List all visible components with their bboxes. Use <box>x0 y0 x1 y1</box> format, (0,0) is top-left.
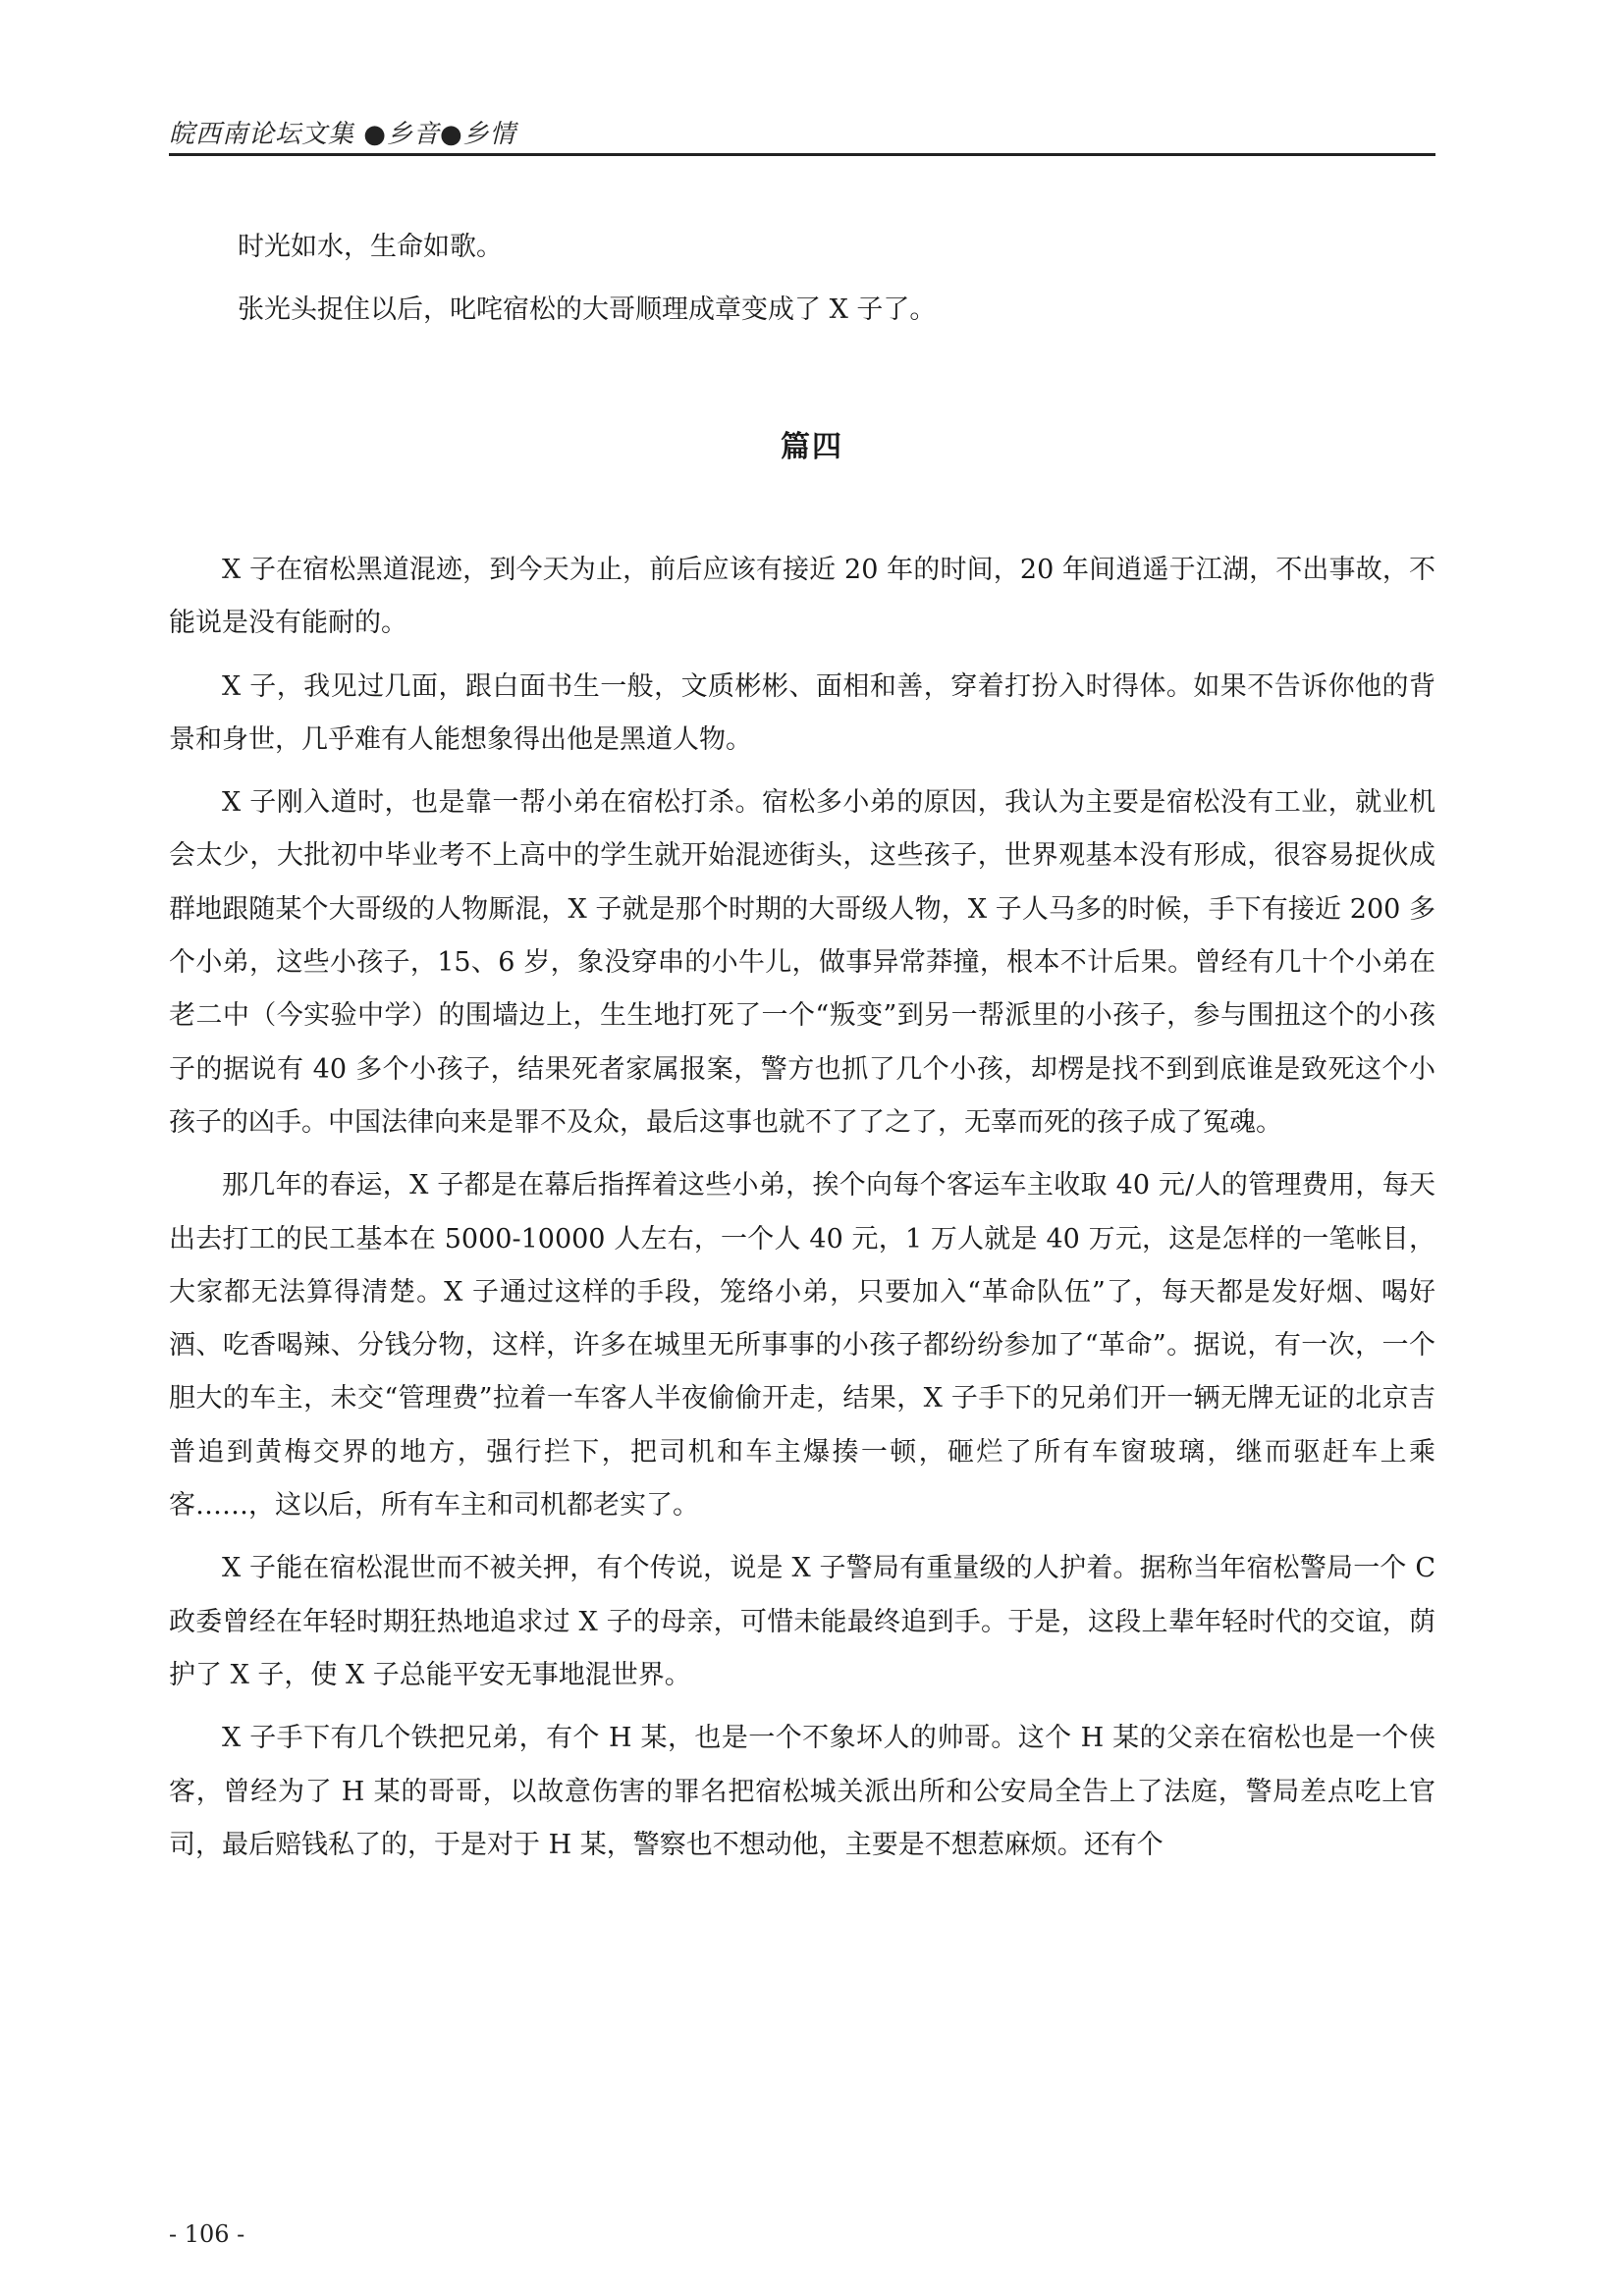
intro-block <box>238 228 1435 353</box>
paragraph: X 子手下有几个铁把兄弟，有个 H 某，也是一个不象坏人的帅哥。这个 H 某的父亲在宿松也是一个侠客，曾经为了 H 某的哥哥，以故意伤害的罪名把宿松城关派出所和公安局全告上了法庭，警局差点吃上官司，最后赔钱私了的，于是对于 H 某，警察也不想动他，主要是不想惹麻烦。还有个 <box>169 1723 1435 1860</box>
article-body <box>169 544 1435 1882</box>
section-title: 篇四 <box>781 430 843 464</box>
paragraph: X 子能在宿松混世而不被关押，有个传说，说是 X 子警局有重量级的人护着。据称当年宿松警局一个 C 政委曾经在年轻时期狂热地追求过 X 子的母亲，可惜未能最终追到手。于是，这段上辈年轻时代的交谊，荫护了 X 子，使 X 子总能平安无事地混世界。 <box>169 1553 1435 1690</box>
intro-line: 张光头捉住以后，叱咤宿松的大哥顺理成章变成了 X 子了。 <box>238 294 937 325</box>
intro-line: 时光如水，生命如歌。 <box>238 232 503 262</box>
paragraph: X 子在宿松黑道混迹，到今天为止，前后应该有接近 20 年的时间，20 年间逍遥于江湖，不出事故，不能说是没有能耐的。 <box>169 555 1435 639</box>
page-number: - 106 - <box>169 2220 245 2248</box>
paragraph: 那几年的春运，X 子都是在幕后指挥着这些小弟，挨个向每个客运车主收取 40 元/人的管理费用，每天出去打工的民工基本在 5000-10000 人左右，一个人 40 元，1 万人就是 40 万元，这是怎样的一笔帐目，大家都无法算得清楚。X 子通过这样的手段，笼络小弟，只要加入“革命队伍”了，每天都是发好烟、喝好酒、吃香喝辣、分钱分物，这样，许多在城里无所事事的小孩子都纷纷参加了“革命”。据说，有一次，一个胆大的车主，未交“管理费”拉着一车客人半夜偷偷开走，结果，X 子手下的兄弟们开一辆无牌无证的北京吉普追到黄梅交界的地方，强行拦下，把司机和车主爆揍一顿，砸烂了所有车窗玻璃，继而驱赶车上乘客……，这以后，所有车主和司机都老实了。 <box>169 1170 1435 1522</box>
paragraph: X 子刚入道时，也是靠一帮小弟在宿松打杀。宿松多小弟的原因，我认为主要是宿松没有工业，就业机会太少，大批初中毕业考不上高中的学生就开始混迹街头，这些孩子，世界观基本没有形成，很容易捉伙成群地跟随某个大哥级的人物厮混，X 子就是那个时期的大哥级人物，X 子人马多的时候，手下有接近 200 多个小弟，这些小孩子，15、6 岁，象没穿串的小牛儿，做事异常莽撞，根本不计后果。曾经有几十个小弟在老二中（今实验中学）的围墙边上，生生地打死了一个“叛变”到另一帮派里的小孩子，参与围扭这个的小孩子的据说有 40 多个小孩子，结果死者家属报案，警方也抓了几个小孩，却楞是找不到到底谁是致死这个小孩子的凶手。中国法律向来是罪不及众，最后这事也就不了了之了，无辜而死的孩子成了冤魂。 <box>169 787 1435 1138</box>
running-header: 皖西南论坛文集 ●乡音●乡情 <box>169 120 516 149</box>
paragraph: X 子，我见过几面，跟白面书生一般，文质彬彬、面相和善，穿着打扮入时得体。如果不告诉你他的背景和身世，几乎难有人能想象得出他是黑道人物。 <box>169 670 1435 755</box>
page-header <box>169 108 1435 156</box>
